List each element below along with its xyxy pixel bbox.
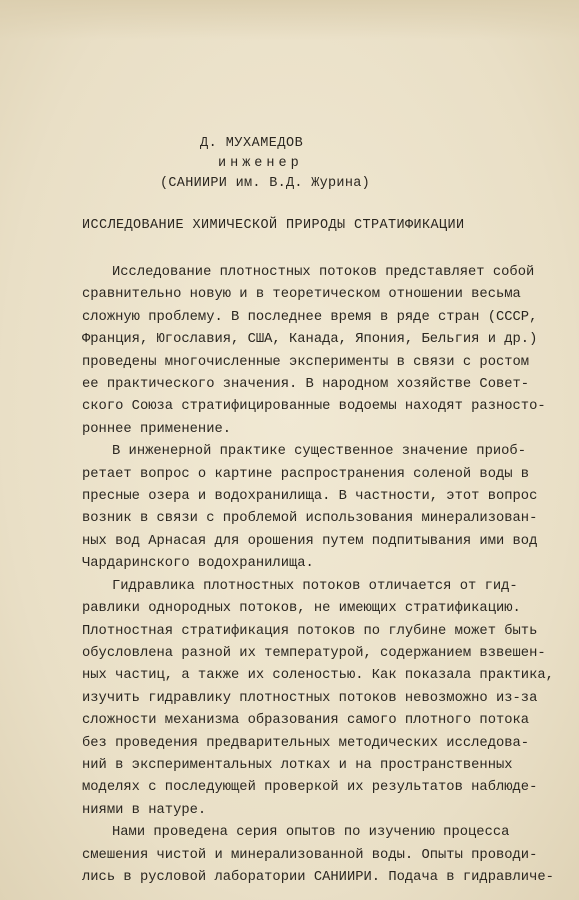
text-line: ных частиц, а также их соленостью. Как показала практика,: [82, 668, 554, 684]
text-line: В инженерной практике существенное значение приоб-: [112, 444, 526, 460]
text-line: ний в экспериментальных лотках и на пространственных: [82, 757, 513, 773]
text-line: ных вод Арнасая для орошения путем подпитывания ими вод: [82, 533, 538, 549]
text-line: Нами проведена серия опытов по изучению процесса: [112, 825, 510, 841]
text-line: сложности механизма образования самого плотного потока: [82, 713, 530, 729]
author-organization: (САНИИРИ им. В.Д. Журина): [160, 176, 371, 191]
text-line: ее практического значения. В народном хозяйстве Совет-: [82, 377, 530, 393]
text-line: Исследование плотностных потоков представляет собой: [112, 265, 535, 280]
text-line: смешения чистой и минерализованной воды. Опыты проводи-: [82, 847, 538, 863]
text-line: пресные озера и водохранилища. В частности, этот вопрос: [82, 489, 538, 505]
article-title: ИССЛЕДОВАНИЕ ХИМИЧЕСКОЙ ПРИРОДЫ СТРАТИФИКАЦИИ: [82, 218, 465, 233]
text-line: лись в русловой лаборатории САНИИРИ. Подача в гидравличе-: [82, 869, 554, 885]
text-line: равлики однородных потоков, не имеющих стратификацию.: [82, 601, 521, 617]
author-name: Д. МУХАМЕДОВ: [200, 136, 304, 151]
text-line: Гидравлика плотностных потоков отличается от гид-: [112, 578, 518, 594]
text-line: ретает вопрос о картине распространения соленой воды в: [82, 466, 530, 482]
article-body: [82, 262, 562, 889]
text-line: ского Союза стратифицированные водоемы находят разносто-: [82, 399, 546, 415]
text-line: возник в связи с проблемой использования минерализован-: [82, 511, 538, 527]
text-line: Чардаринского водохранилища.: [82, 556, 314, 572]
text-line: изучить гидравлику плотностных потоков невозможно из-за: [82, 690, 538, 706]
text-line: Франция, Югославия, США, Канада, Япония, Бельгия и др.): [82, 332, 538, 348]
text-line: сравнительно новую и в теоретическом отношении весьма: [82, 287, 521, 303]
author-role: инженер: [218, 156, 303, 171]
text-line: моделях с последующей проверкой их результатов наблюде-: [82, 780, 538, 796]
text-line: проведены многочисленные эксперименты в связи с ростом: [82, 354, 530, 370]
text-line: Плотностная стратификация потоков по глубине может быть: [82, 623, 538, 639]
text-line: роннее применение.: [82, 421, 232, 437]
text-line: ниями в натуре.: [82, 802, 207, 818]
text-line: сложную проблему. В последнее время в ряде стран (СССР,: [82, 309, 538, 325]
author-header: [0, 134, 579, 194]
text-line: обусловлена разной их температурой, содержанием взвешен-: [82, 645, 546, 661]
paper-stain: [0, 0, 579, 40]
text-line: без проведения предварительных методических исследова-: [82, 735, 530, 751]
